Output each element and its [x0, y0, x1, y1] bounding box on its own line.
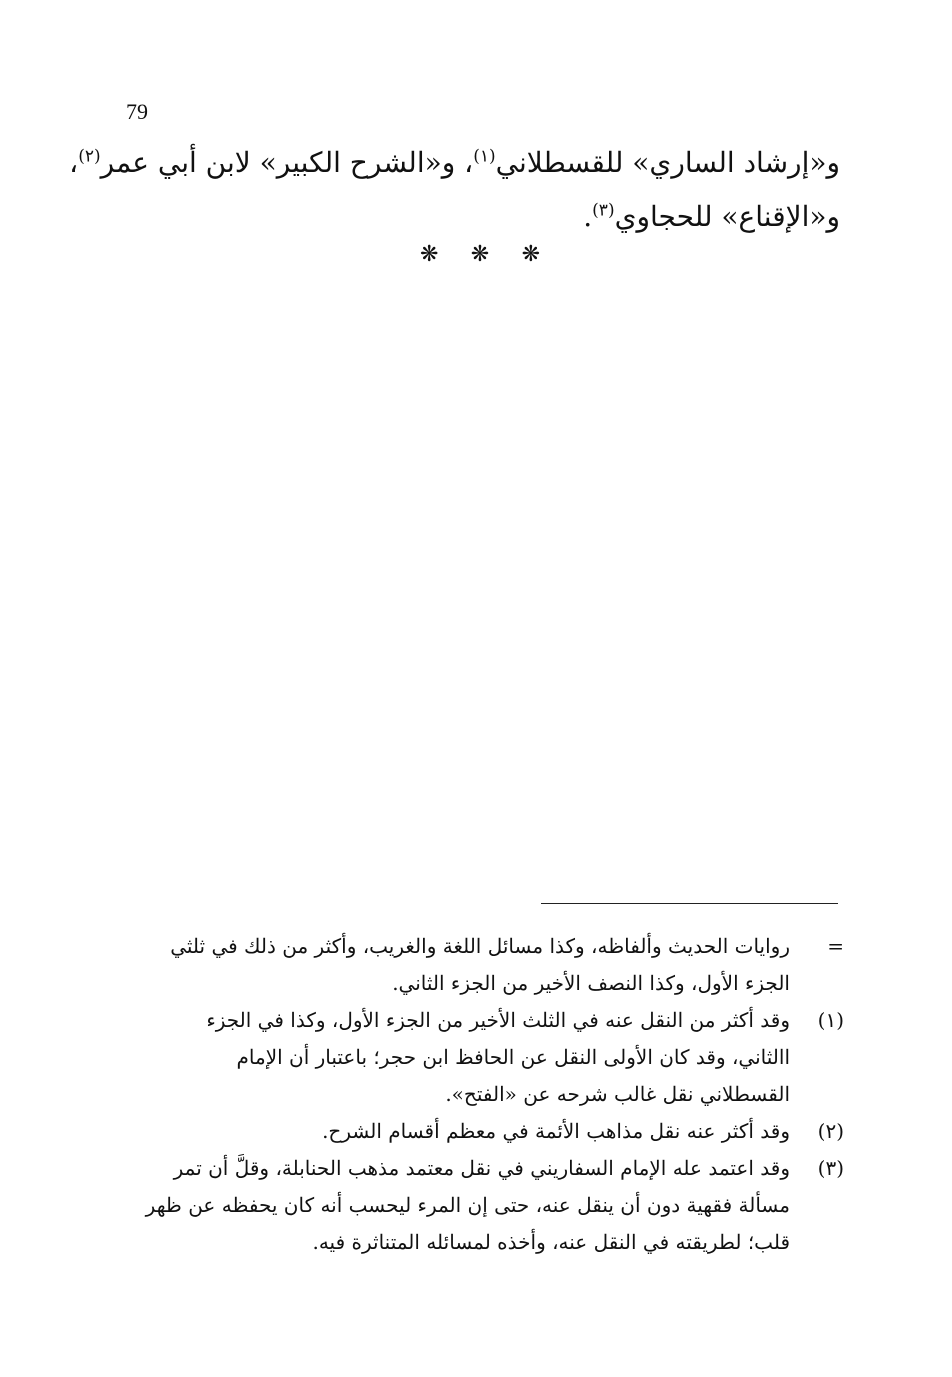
footnote-line: القسطلاني نقل غالب شرحه عن «الفتح».: [445, 1082, 790, 1106]
footnote-text: [120, 1113, 790, 1150]
footnote-marker: =: [827, 934, 844, 958]
main-text-segment: و«الإقناع» للحجاوي: [614, 200, 840, 233]
footnote-line: الجزء الأول، وكذا النصف الأخير من الجزء الثاني.: [392, 971, 790, 995]
footnote-reference-3: (٣): [592, 200, 615, 221]
footnote-line: قلب؛ لطريقته في النقل عنه، وأخذه لمسائله المتناثرة فيه.: [312, 1230, 790, 1254]
footnote-text: [120, 1002, 790, 1113]
section-divider: [420, 240, 540, 270]
footnote-reference-1: (١): [473, 146, 496, 167]
main-text-line-2: [120, 190, 840, 244]
main-text-segment: و«إرشاد الساري» للقسطلاني: [495, 146, 840, 179]
main-text-segment: .: [583, 200, 593, 233]
asterism-glyph: ❋: [470, 242, 490, 267]
main-text-segment: ،: [69, 146, 79, 179]
footnote-line: وقد أكثر عنه نقل مذاهب الأئمة في معظم أقسام الشرح.: [322, 1119, 790, 1143]
footnote-marker: (٣): [817, 1156, 844, 1180]
main-text-line-1: [69, 136, 840, 190]
footnote-marker: (١): [817, 1008, 844, 1032]
footnote-line: االثاني، وقد كان الأولى النقل عن الحافظ ابن حجر؛ باعتبار أن الإمام: [236, 1045, 790, 1069]
footnote-text: [120, 1150, 790, 1261]
footnote-line: وقد أكثر من النقل عنه في الثلث الأخير من الجزء الأول، وكذا في الجزء: [206, 1008, 790, 1032]
footnote-marker: (٢): [817, 1119, 844, 1143]
footnote-3: [120, 1150, 844, 1261]
footnote-line: مسألة فقهية دون أن ينقل عنه، حتى إن المرء ليحسب أنه كان يحفظه عن ظهر: [145, 1193, 790, 1217]
main-text: [69, 136, 840, 244]
footnote-line: روايات الحديث وألفاظه، وكذا مسائل اللغة والغريب، وأكثر من ذلك في ثلثي: [170, 934, 790, 958]
footnote-line: وقد اعتمد عله الإمام السفاريني في نقل معتمد مذهب الحنابلة، وقلَّ أن تمر: [173, 1156, 790, 1180]
asterism-glyph: ❋: [521, 242, 540, 267]
page-number: 79: [126, 99, 148, 124]
footnote-1: [120, 1002, 844, 1113]
footnote-text: [120, 928, 790, 1002]
main-text-segment: ، و«الشرح الكبير» لابن أبي عمر: [100, 146, 474, 179]
footnote-reference-2: (٢): [78, 146, 101, 167]
footnote-continuation: [120, 928, 844, 1002]
asterism-glyph: ❋: [420, 242, 439, 267]
footnote-separator-rule: [541, 903, 838, 904]
footnotes-section: [120, 928, 844, 1261]
footnote-2: [120, 1113, 844, 1150]
